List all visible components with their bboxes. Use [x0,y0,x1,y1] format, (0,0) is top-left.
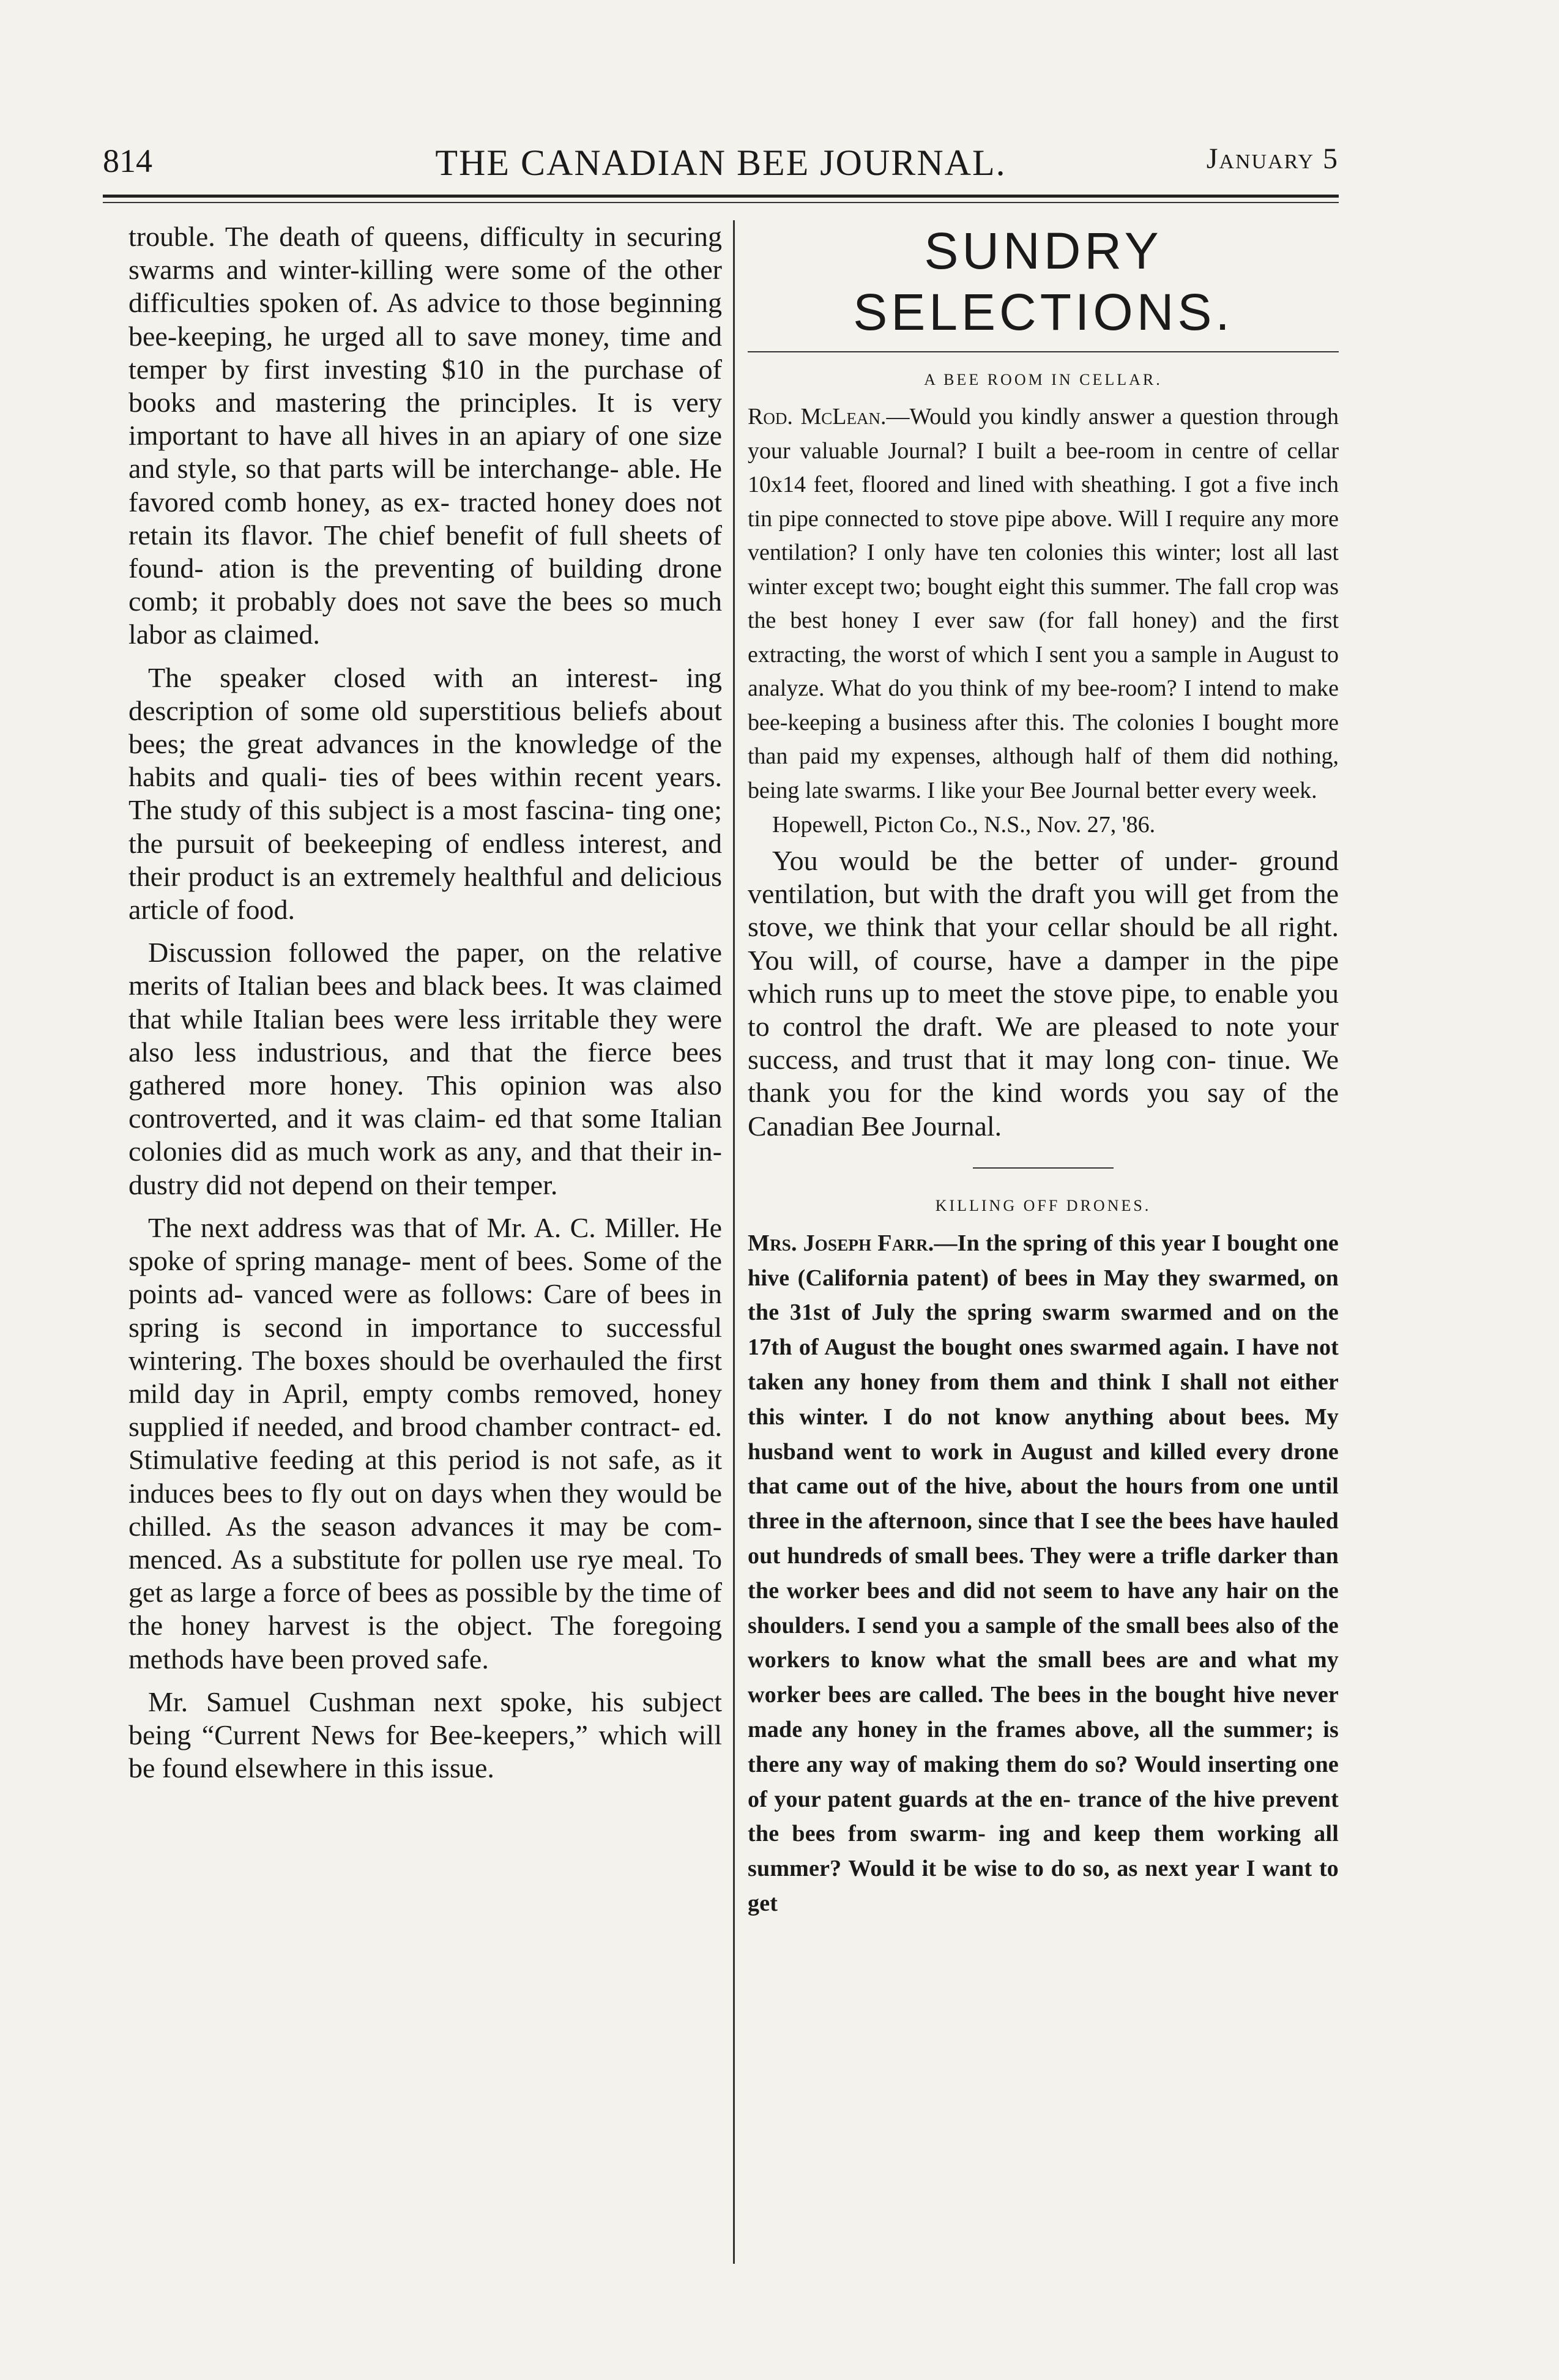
letter-author: Mrs. Joseph Farr. [748,1230,934,1256]
paragraph: Discussion followed the paper, on the relative merits of Italian bees and black bees. It was claimed that while Italian bees were less irritable they were also less industrious, and that the fierce bees gathered more honey. This opinion was also controverted, and it was claim- ed that some Italian colonies did as much work as any, and that their in- dustry did not depend on their temper. [128,937,722,1200]
right-column [748,220,1339,1921]
editor-reply: You would be the better of under- ground ventilation, but with the draft you will get from the stove, we think that your cellar should be all right. You will, of course, have a damper in the pipe which runs up to meet the stove pipe, to enable you to control the draft. We are pleased to note your success, and trust that it may long con- tinue. We thank you for the kind words you say of the Canadian Bee Journal. [748,845,1339,1142]
letter-text: —In the spring of this year I bought one hive (California patent) of bees in May they swarmed, on the 31st of July the spring swarm swarmed and on the 17th of August the bought ones swarmed again. I have not taken any honey from them and think I shall not either this winter. I do not know anything about bees. My husband went to work in August and killed every drone that came out of the hive, about the hours from one until three in the afternoon, since that I see the bees have hauled out hundreds of small bees. They were a trifle darker than the worker bees and did not seem to have any hair on the shoulders. I send you a sample of the small bees also of the workers to know what the small bees are and what my worker bees are called. The bees in the bought hive never made any honey in the frames above, all the summer; is there any way of making them do so? Would inserting one of your patent guards at the en- trance of the hive prevent the bees from swarm- ing and keep them working all summer? Would it be wise to do so, as next year I want to get [748,1230,1339,1916]
page-number: 814 [103,143,152,179]
paragraph: The speaker closed with an interest- ing description of some old superstitious beliefs about bees; the great advances in the knowledge of the habits and quali- ties of bees within recent years. The study of this subject is a most fascina- ting one; the pursuit of beekeeping of endless interest, and their product is an extremely healthful and delicious article of food. [128,661,722,926]
article-subhead: A BEE ROOM IN CELLAR. [924,371,1163,389]
article-separator [973,1167,1114,1169]
letter-place-date: Hopewell, Picton Co., N.S., Nov. 27, '86. [772,812,1156,838]
section-title: SUNDRY SELECTIONS. [853,222,1233,341]
letter-author: Rod. McLean. [748,404,887,430]
journal-title: THE CANADIAN BEE JOURNAL. [435,143,1006,183]
letter-body [748,1226,1339,1921]
letter-body [748,400,1339,808]
article-subhead: KILLING OFF DRONES. [935,1196,1152,1214]
section-title-rule [748,351,1339,352]
paragraph: The next address was that of Mr. A. C. Miller. He spoke of spring manage- ment of bees. Some of the points ad- vanced were as follows: Care of bees in spring is second in importance to successful wintering. The boxes should be overhauled the first mild day in April, empty combs removed, honey supplied if needed, and brood chamber contract- ed. Stimulative feeding at this period is not safe, as it induces bees to fly out on days when they would be chilled. As the season advances it may be com- menced. As a substitute for pollen use rye meal. To get as large a force of bees as possible by the time of the honey harvest is the object. The foregoing methods have been proved safe. [128,1211,722,1675]
issue-date: January 5 [1206,143,1339,175]
running-header [103,142,1339,191]
column-divider [733,220,735,2264]
paragraph: Mr. Samuel Cushman next spoke, his subject being “Current News for Bee-keepers,” which will be found elsewhere in this issue. [128,1686,722,1784]
header-rule-thick [103,195,1339,198]
left-column [128,220,722,1794]
header-rule-thin [103,202,1339,203]
paragraph: trouble. The death of queens, difficulty in securing swarms and winter-killing were some of the other difficulties spoken of. As advice to those beginning bee-keeping, he urged all to save money, time and temper by first investing $10 in the purchase of books and mastering the principles. It is very important to have all hives in an apiary of one size and style, so that parts will be interchange- able. He favored comb honey, as ex- tracted honey does not retain its flavor. The chief benefit of full sheets of found- ation is the preventing of building drone comb; it probably does not save the bees so much labor as claimed. [128,221,722,650]
letter-text: —Would you kindly answer a question through your valuable Journal? I built a bee-room in centre of cellar 10x14 feet, floored and lined with sheathing. I got a five inch tin pipe connected to stove pipe above. Will I require any more ventilation? I only have ten colonies this winter; lost all last winter except two; bought eight this summer. The fall crop was the best honey I ever saw (for fall honey) and the first extracting, the worst of which I sent you a sample in August to analyze. What do you think of my bee-room? I intend to make bee-keeping a business after this. The colonies I bought more than paid my expenses, although half of them did nothing, being late swarms. I like your Bee Journal better every week. [748,404,1339,803]
